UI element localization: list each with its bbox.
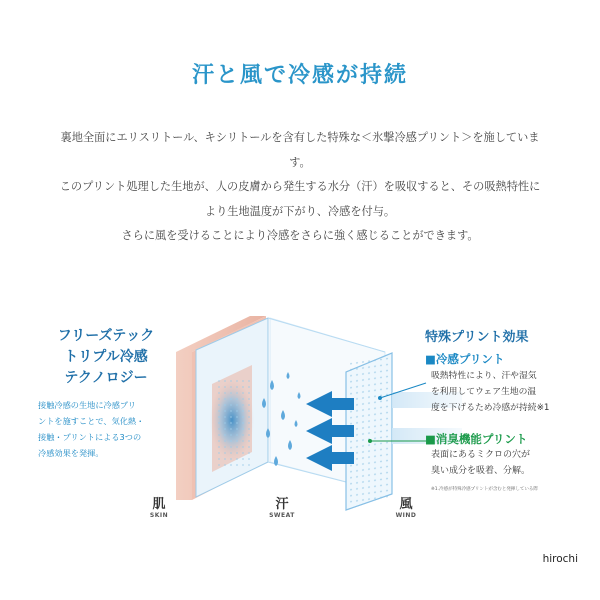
cool-desc-line: を利用してウェア生地の温 [431,387,537,397]
watermark: hirochi [542,553,578,565]
description-line: より生地温度が下がり、冷感を付与。 [204,204,396,218]
layer-label-en: WIND [395,512,417,519]
left-title-line: トリプル冷感 [64,349,148,365]
deodorant-print-label: ■消臭機能プリント [425,432,528,446]
description-line: このプリント処理した生地が、人の皮膚から発生する水分（汗）を吸収すると、その吸熱特性に [59,180,541,193]
deo-desc-line: 臭い成分を吸着、分解。 [431,466,531,476]
left-description [38,397,178,461]
left-desc-line: 接触冷感の生地に冷感プリ [38,400,136,410]
deodorant-print-description [431,447,581,479]
cool-print-label: ■冷感プリント [425,352,505,366]
deo-desc-line: 表面にあるミクロの穴が [431,450,531,460]
left-desc-line: 接触・プリントによる3つの [38,432,142,442]
left-title-line: テクノロジー [64,370,148,386]
description-line: す。 [289,155,311,169]
footnote: ※1.冷感が特殊冷感プリントが含むと発揮している際 [431,487,538,492]
layer-label-en: SKIN [149,512,169,519]
layer-label-jp: 風 [399,497,413,512]
description-line: 裏地全面にエリスリトール、キシリトールを含有した特殊な＜氷撃冷感プリント＞を施していま [60,131,540,144]
description-line: さらに風を受けることにより冷感をさらに強く感じることができます。 [121,229,479,242]
layer-label-jp: 汗 [275,497,289,512]
cool-desc-line: 吸熱特性により、汗や湿気 [431,371,537,381]
left-title [36,326,176,389]
layer-label-skin [129,497,189,519]
page-title: 汗と風で冷感が持続 [191,63,408,88]
layer-label-jp: 肌 [152,497,166,512]
cool-print-description [431,368,581,416]
left-desc-line: 冷感効果を発揮。 [38,448,104,458]
layer-label-en: SWEAT [269,512,295,519]
left-desc-line: ントを施すことで、気化熱・ [38,416,145,426]
layer-label-sweat [252,497,312,519]
cool-desc-line: 度を下げるため冷感が持続※1 [431,403,550,413]
left-title-line: フリーズテック [57,328,155,344]
layer-label-wind [376,497,436,519]
special-print-title: 特殊プリント効果 [425,330,529,345]
